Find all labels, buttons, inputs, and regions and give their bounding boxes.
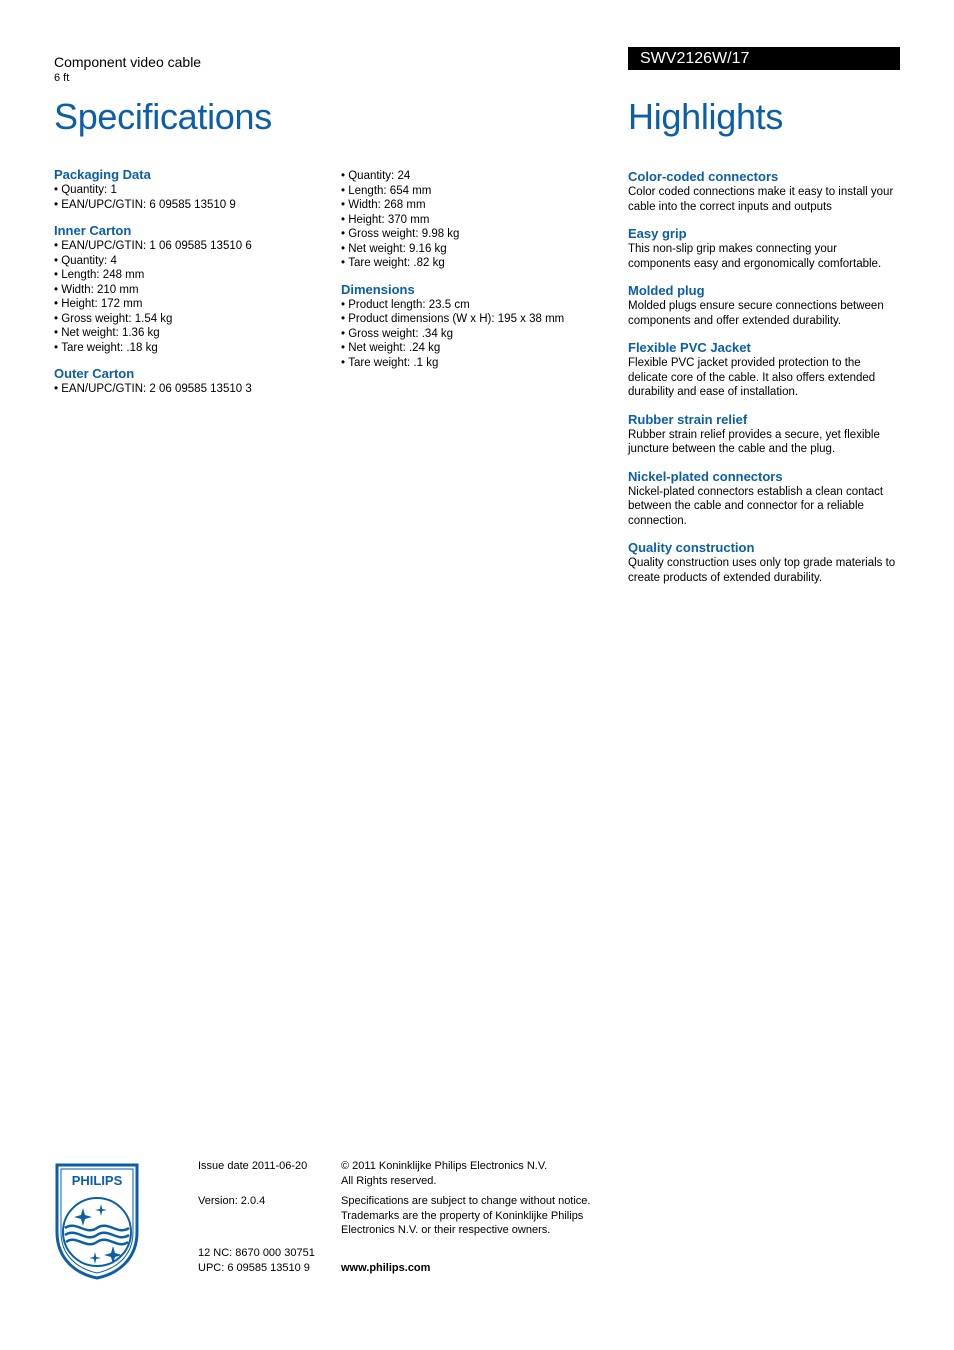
list-item: • Height: 172 mm [54, 297, 324, 312]
highlight-text: Rubber strain relief provides a secure, yet flexible juncture between the cable and the plug. [628, 428, 880, 455]
nc-and-upc [198, 1246, 315, 1275]
issue-date: Issue date 2011-06-20 [198, 1160, 308, 1172]
highlight-title: Molded plug [628, 283, 705, 298]
upc-number: UPC: 6 09585 13510 9 [198, 1261, 310, 1274]
list-item: • Product length: 23.5 cm [341, 298, 611, 313]
inner-carton-list [54, 239, 324, 355]
list-item: • Length: 248 mm [54, 268, 324, 283]
spec-notice-line: Electronics N.V. or their respective owners. [341, 1224, 551, 1236]
specifications-heading: Specifications [54, 96, 272, 137]
list-item: • Gross weight: 1.54 kg [54, 312, 324, 327]
list-item: • EAN/UPC/GTIN: 1 06 09585 13510 6 [54, 239, 324, 254]
nc-number: 12 NC: 8670 000 30751 [198, 1247, 315, 1259]
dimensions-heading: Dimensions [341, 281, 415, 297]
list-item: • Quantity: 4 [54, 254, 324, 269]
inner-carton-heading: Inner Carton [54, 223, 132, 238]
list-item: • Quantity: 24 [341, 169, 611, 184]
list-item: • Gross weight: 9.98 kg [341, 227, 611, 242]
list-item: • Product dimensions (W x H): 195 x 38 mm [341, 312, 611, 327]
copyright-line: © 2011 Koninklijke Philips Electronics N.V. [341, 1160, 548, 1172]
highlight-title: Easy grip [628, 226, 687, 241]
list-item: • Net weight: 1.36 kg [54, 326, 324, 341]
list-item: • Tare weight: .18 kg [54, 341, 324, 356]
highlight-text: Molded plugs ensure secure connections between components and offer extended durability. [628, 300, 884, 327]
specs-column-left [54, 167, 324, 408]
highlight-title: Flexible PVC Jacket [628, 340, 751, 355]
highlight-title: Rubber strain relief [628, 411, 748, 427]
highlight-text: This non-slip grip makes connecting your components easy and ergonomically comfortable. [628, 243, 882, 270]
list-item: • EAN/UPC/GTIN: 2 06 09585 13510 3 [54, 382, 324, 397]
version: Version: 2.0.4 [198, 1195, 266, 1207]
website-link[interactable]: www.philips.com [341, 1262, 431, 1274]
list-item: • Width: 210 mm [54, 283, 324, 298]
product-name: Component video cable [54, 54, 202, 70]
product-length: 6 ft [54, 72, 70, 84]
highlight-title: Quality construction [628, 540, 755, 555]
copyright [341, 1159, 601, 1188]
packaging-data-list [54, 183, 324, 212]
philips-shield-logo [54, 1162, 140, 1280]
highlights-heading: Highlights [628, 96, 784, 137]
copyright-line: All Rights reserved. [341, 1174, 437, 1187]
list-item: • Width: 268 mm [341, 198, 611, 213]
list-item: • Quantity: 1 [54, 183, 324, 198]
highlights-column [628, 169, 900, 597]
logo-wordmark: PHILIPS [71, 1173, 123, 1188]
packaging-data-heading: Packaging Data [54, 167, 151, 182]
list-item: • EAN/UPC/GTIN: 6 09585 13510 9 [54, 198, 324, 213]
highlight-title: Nickel-plated connectors [628, 468, 783, 484]
list-item: • Tare weight: .1 kg [341, 356, 611, 371]
outer-carton-list [54, 382, 324, 397]
outer-carton-list-continued [341, 169, 611, 271]
spec-notice-line: Trademarks are the property of Koninklijke Philips [341, 1209, 584, 1222]
dimensions-list [341, 298, 611, 371]
highlight-text: Quality construction uses only top grade materials to create products of extended durability. [628, 557, 896, 584]
highlight-text: Nickel-plated connectors establish a clean contact between the cable and connector for a reliable connection. [628, 485, 884, 527]
list-item: • Tare weight: .82 kg [341, 256, 611, 271]
list-item: • Length: 654 mm [341, 184, 611, 199]
spec-notice [341, 1194, 606, 1238]
list-item: • Height: 370 mm [341, 213, 611, 228]
spec-notice-line: Specifications are subject to change without notice. [341, 1195, 591, 1207]
highlight-text: Flexible PVC jacket provided protection to the delicate core of the cable. It also offers extended durability and ease of installation. [628, 357, 876, 398]
highlight-text: Color coded connections make it easy to install your cable into the correct inputs and outputs [628, 186, 894, 213]
list-item: • Gross weight: .34 kg [341, 327, 611, 342]
list-item: • Net weight: 9.16 kg [341, 242, 611, 257]
specs-column-right [341, 169, 611, 381]
highlight-title: Color-coded connectors [628, 169, 779, 184]
outer-carton-heading: Outer Carton [54, 366, 135, 381]
model-number-bar: SWV2126W/17 [628, 47, 900, 70]
list-item: • Net weight: .24 kg [341, 341, 611, 356]
